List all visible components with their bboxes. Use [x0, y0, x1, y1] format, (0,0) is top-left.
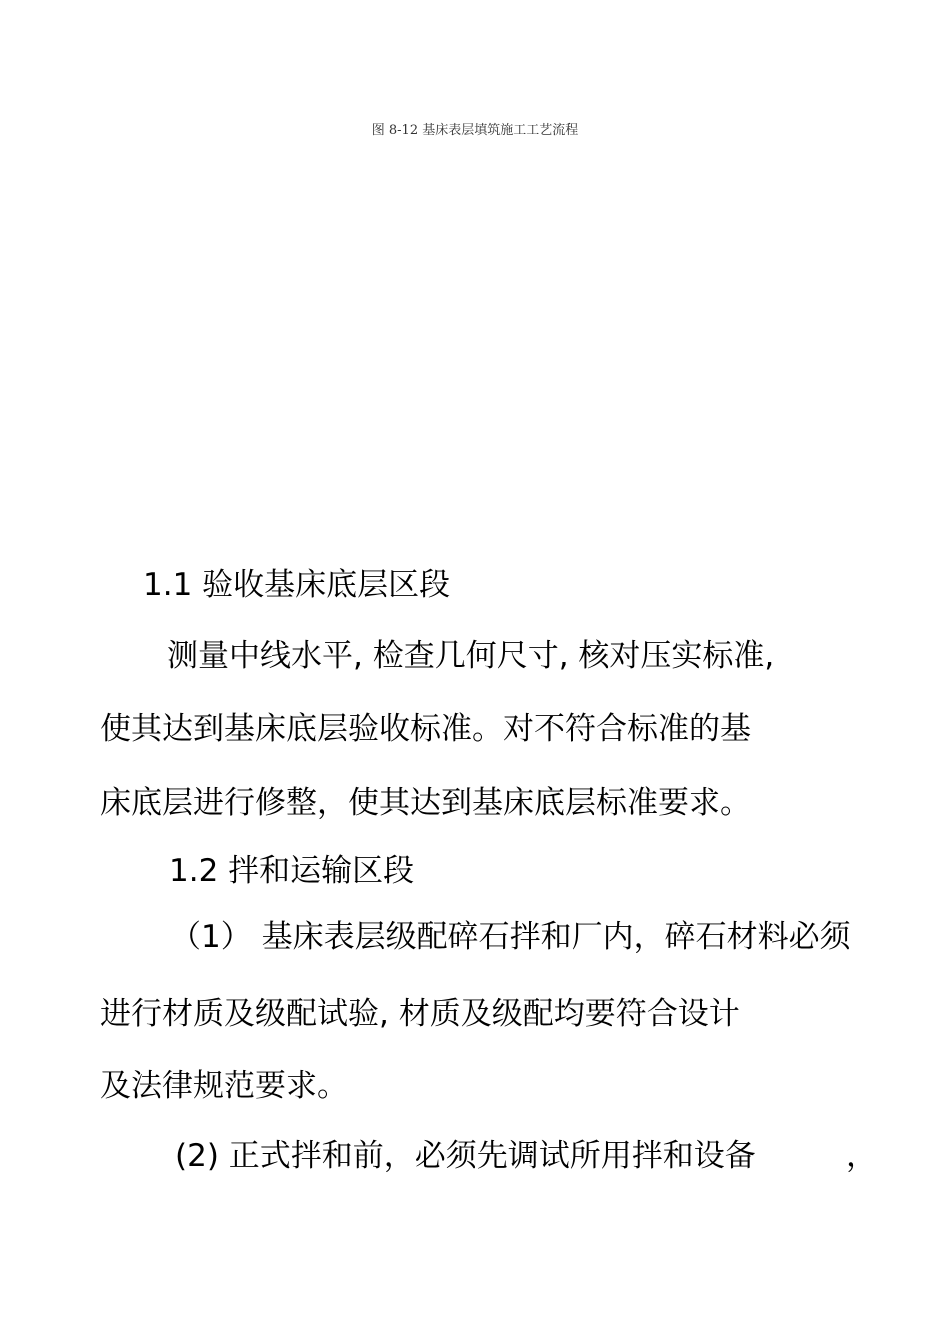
- paragraph-line: （1） 基床表层级配碎石拌和厂内，碎石材料必须: [170, 919, 851, 955]
- section-heading: 1.2 拌和运输区段: [169, 853, 415, 889]
- paragraph-line: 及法律规范要求。: [100, 1068, 348, 1104]
- trailing-comma: ，: [846, 1138, 877, 1174]
- paragraph-line: 测量中线水平, 检查几何尺寸, 核对压实标准,: [167, 638, 775, 674]
- paragraph-line: 进行材质及级配试验, 材质及级配均要符合设计: [100, 996, 740, 1032]
- section-heading: 1.1 验收基床底层区段: [143, 567, 451, 603]
- paragraph-line: (2) 正式拌和前，必须先调试所用拌和设备: [175, 1138, 756, 1174]
- paragraph-line: 使其达到基床底层验收标准。对不符合标准的基: [100, 711, 751, 747]
- paragraph-line: 床底层进行修整，使其达到基床底层标准要求。: [100, 785, 751, 821]
- figure-caption: 图 8-12 基床表层填筑施工工艺流程: [371, 123, 579, 138]
